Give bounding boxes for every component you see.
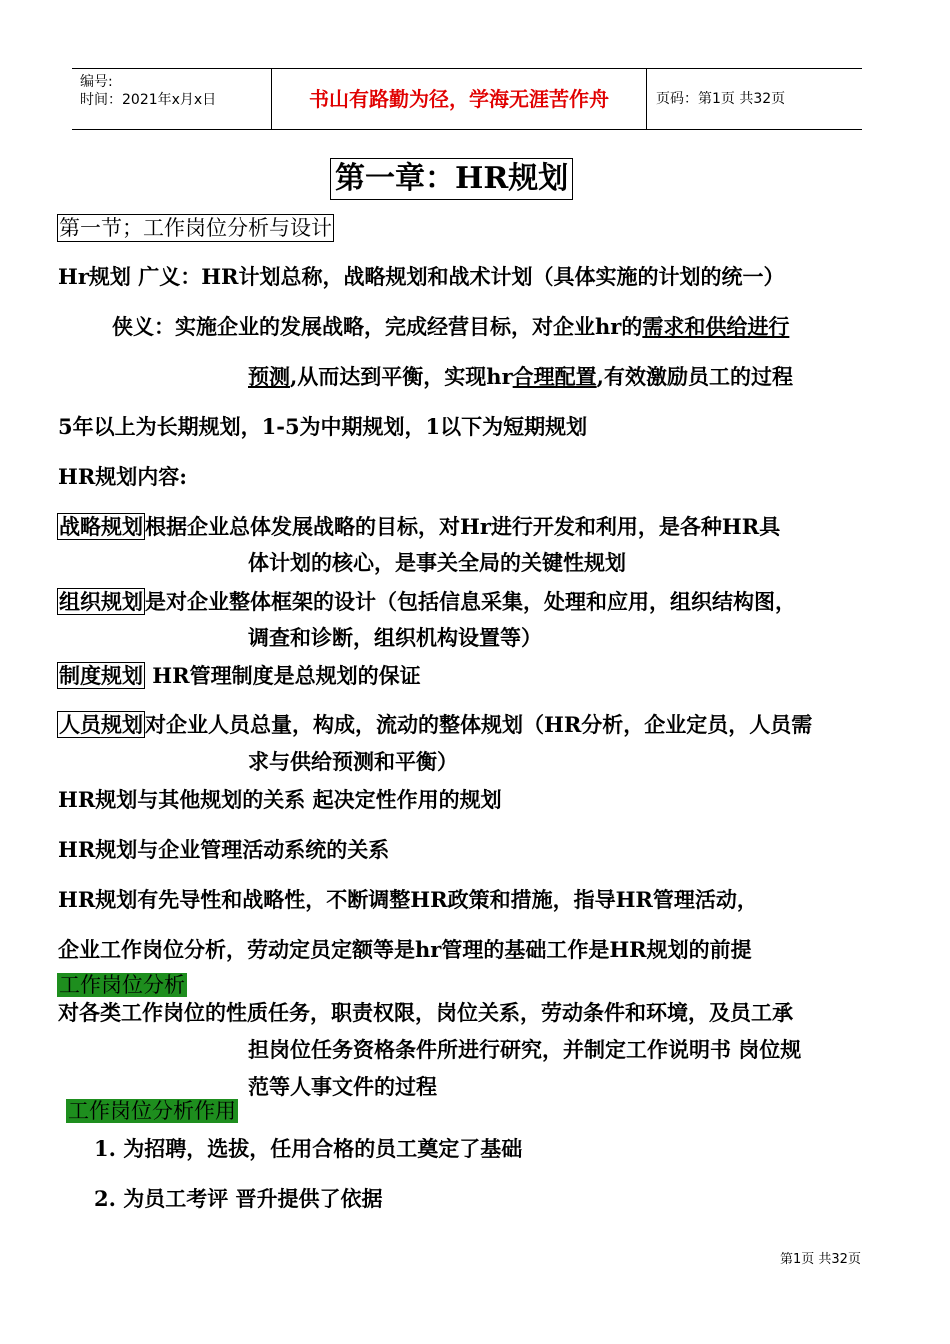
header-meta-cell — [72, 69, 272, 129]
line-org-plan-cont: 调查和诊断，组织机构设置等） — [248, 625, 542, 650]
header-motto: 书山有路勤为径，学海无涯苦作舟 — [272, 69, 647, 129]
list-item-2: 2. 为员工考评 晋升提供了依据 — [94, 1186, 383, 1211]
line-plan-periods: 5年以上为长期规划，1-5为中期规划，1以下为短期规划 — [58, 414, 588, 439]
narrow-underline-a: 需求和供给进行 — [642, 314, 790, 339]
org-plan-label: 组织规划 — [59, 589, 143, 614]
strategic-plan-text: 根据企业总体发展战略的目标，对Hr进行开发和利用，是各种HR具 — [145, 514, 781, 539]
line-relation-mgmt: HR规划与企业管理活动系统的关系 — [58, 837, 390, 862]
system-plan-label: 制度规划 — [59, 663, 143, 688]
strategic-plan-label: 战略规划 — [59, 514, 143, 539]
line-hr-narrow-cont — [248, 362, 793, 392]
line-strategic-plan — [57, 512, 780, 542]
line-staff-plan-cont: 求与供给预测和平衡） — [248, 749, 458, 774]
line-foundation: 企业工作岗位分析，劳动定员定额等是hr管理的基础工作是HR规划的前提 — [58, 937, 752, 962]
header-time-label: 时间：2021年x月x日 — [80, 92, 217, 108]
job-analysis-highlight: 工作岗位分析 — [59, 973, 185, 997]
line-strategic-plan-cont: 体计划的核心，是事关全局的关键性规划 — [248, 550, 626, 575]
heading-job-analysis — [57, 972, 187, 998]
line-system-plan — [57, 661, 421, 691]
job-analysis-role-highlight: 工作岗位分析作用 — [68, 1099, 236, 1123]
list-item-1: 1. 为招聘，选拔，任用合格的员工奠定了基础 — [94, 1136, 523, 1161]
staff-plan-text: 对企业人员总量，构成，流动的整体规划（HR分析，企业定员，人员需 — [145, 712, 813, 737]
narrow-text-c: ,有效激励员工的过程 — [596, 364, 793, 389]
narrow-text-a: 侠义：实施企业的发展战略，完成经营目标，对企业hr的 — [112, 314, 643, 339]
heading-job-analysis-role — [66, 1098, 238, 1124]
line-plan-content: HR规划内容: — [58, 464, 188, 489]
line-job-analysis-def: 对各类工作岗位的性质任务，职责权限，岗位关系，劳动条件和环境，及员工承 — [58, 1000, 793, 1025]
header-page-info: 页码：第1页 共32页 — [656, 91, 786, 107]
narrow-underline-c: 合理配置 — [512, 364, 597, 389]
staff-plan-label: 人员规划 — [59, 712, 143, 737]
line-leading-nature: HR规划有先导性和战略性，不断调整HR政策和措施，指导HR管理活动， — [58, 887, 758, 912]
narrow-underline-b: 预测 — [248, 364, 290, 389]
line-staff-plan — [57, 710, 812, 740]
page-footer: 第1页 共32页 — [780, 1252, 861, 1267]
chapter-title: 第一章：HR规划 — [330, 158, 573, 200]
narrow-text-b: ,从而达到平衡，实现hr — [290, 364, 513, 389]
header-number-label: 编号: — [80, 74, 113, 90]
system-plan-text: HR管理制度是总规划的保证 — [145, 663, 421, 688]
section-title: 第一节；工作岗位分析与设计 — [59, 216, 332, 240]
org-plan-text: 是对企业整体框架的设计（包括信息采集，处理和应用，组织结构图， — [145, 589, 796, 614]
header-table — [72, 68, 862, 130]
line-relation-other: HR规划与其他规划的关系 起决定性作用的规划 — [58, 787, 502, 812]
line-hr-narrow — [112, 312, 789, 342]
line-job-analysis-def-3: 范等人事文件的过程 — [248, 1074, 437, 1099]
line-hr-broad: Hr规划 广义：HR计划总称，战略规划和战术计划（具体实施的计划的统一） — [58, 264, 785, 289]
line-org-plan — [57, 587, 796, 617]
line-job-analysis-def-2: 担岗位任务资格条件所进行研究，并制定工作说明书 岗位规 — [248, 1037, 802, 1062]
